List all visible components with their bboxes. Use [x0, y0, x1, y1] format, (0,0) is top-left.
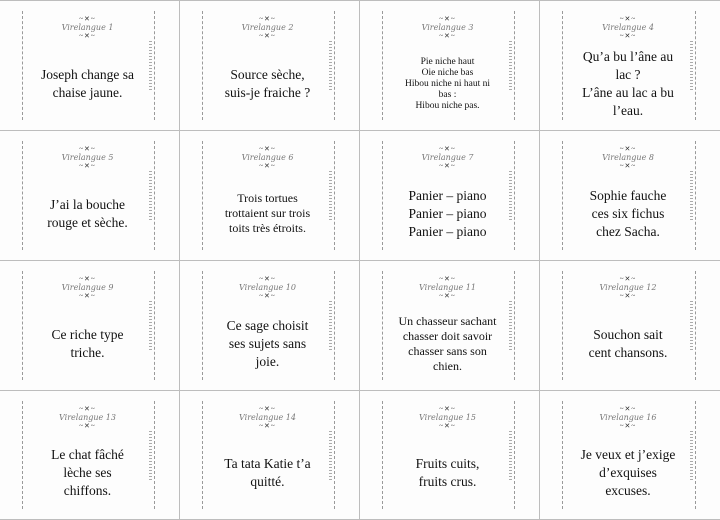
- card-title: Virelangue 15: [419, 413, 476, 422]
- tongue-twister-text: Qu’a bu l’âne au lac ? L’âne au lac a bu l’eau.: [582, 48, 674, 118]
- ornament-top: ~✕~: [439, 145, 456, 153]
- tongue-twister-card: [360, 261, 540, 391]
- tongue-twister-text: Sophie fauche ces six fichus chez Sacha.: [589, 187, 667, 239]
- tongue-twister-text: Un chasseur sachant chasser doit savoir chasser sans son chien.: [398, 313, 497, 373]
- tongue-twister-card: [0, 131, 180, 261]
- tongue-twister-text: Ce riche type triche.: [51, 326, 124, 360]
- margin-note-text: [329, 171, 332, 221]
- card-title: Virelangue 5: [61, 153, 114, 162]
- margin-note-text: [149, 431, 152, 481]
- dashed-cut-line: [382, 141, 383, 250]
- tongue-twister-card: [180, 1, 360, 131]
- tongue-twister-card: [540, 391, 720, 520]
- ornament-top: ~✕~: [439, 405, 456, 413]
- card-header: [206, 145, 329, 170]
- dashed-cut-line: [22, 401, 23, 509]
- card-title: Virelangue 3: [421, 23, 474, 32]
- card-header: [566, 145, 690, 170]
- tongue-twister-card: [540, 1, 720, 131]
- dashed-cut-line: [382, 401, 383, 509]
- dashed-fold-line: [514, 271, 515, 380]
- card-header: [206, 15, 329, 40]
- ornament-top: ~✕~: [259, 15, 276, 23]
- dashed-cut-line: [562, 271, 563, 380]
- dashed-cut-line: [562, 11, 563, 120]
- dashed-fold-line: [514, 141, 515, 250]
- ornament-top: ~✕~: [439, 275, 456, 283]
- ornament-bottom: ~✕~: [439, 422, 456, 430]
- margin-note-text: [149, 301, 152, 351]
- tongue-twister-text: Souchon sait cent chansons.: [588, 326, 668, 360]
- dashed-cut-line: [562, 401, 563, 509]
- dashed-cut-line: [202, 401, 203, 509]
- ornament-top: ~✕~: [619, 275, 637, 283]
- tongue-twister-text: Joseph change sa chaise jaune.: [41, 66, 134, 100]
- card-header: [26, 275, 149, 300]
- margin-note-text: [149, 171, 152, 221]
- dashed-cut-line: [202, 11, 203, 120]
- card-title: Virelangue 8: [602, 153, 654, 162]
- dashed-fold-line: [154, 271, 155, 380]
- tongue-twister-card: [180, 261, 360, 391]
- card-title: Virelangue 11: [419, 283, 476, 292]
- dashed-cut-line: [382, 11, 383, 120]
- card-title: Virelangue 4: [602, 23, 654, 32]
- margin-note-text: [509, 171, 512, 221]
- card-header: [26, 145, 149, 170]
- ornament-bottom: ~✕~: [259, 292, 276, 300]
- ornament-top: ~✕~: [439, 15, 456, 23]
- card-title: Virelangue 9: [61, 283, 114, 292]
- tongue-twister-text: Ce sage choisit ses sujets sans joie.: [226, 317, 309, 369]
- ornament-bottom: ~✕~: [259, 422, 276, 430]
- dashed-fold-line: [334, 401, 335, 509]
- dashed-fold-line: [154, 401, 155, 509]
- margin-note-text: [329, 301, 332, 351]
- card-header: [206, 275, 329, 300]
- tongue-twister-text: Je veux et j’exige d’exquises excuses.: [580, 447, 676, 498]
- ornament-bottom: ~✕~: [619, 162, 637, 170]
- card-header: [26, 15, 149, 40]
- ornament-bottom: ~✕~: [79, 292, 96, 300]
- margin-note-text: [509, 301, 512, 351]
- card-header: [386, 405, 509, 430]
- tongue-twister-card: [360, 131, 540, 261]
- ornament-bottom: ~✕~: [259, 162, 276, 170]
- ornament-bottom: ~✕~: [439, 162, 456, 170]
- dashed-fold-line: [695, 141, 696, 250]
- card-title: Virelangue 16: [599, 413, 657, 422]
- ornament-bottom: ~✕~: [619, 32, 637, 40]
- ornament-top: ~✕~: [79, 275, 96, 283]
- card-title: Virelangue 13: [59, 413, 116, 422]
- ornament-top: ~✕~: [619, 405, 637, 413]
- ornament-top: ~✕~: [79, 145, 96, 153]
- card-header: [386, 15, 509, 40]
- tongue-twister-text: Source sèche, suis-je fraiche ?: [224, 66, 311, 100]
- ornament-top: ~✕~: [619, 145, 637, 153]
- dashed-cut-line: [382, 271, 383, 380]
- tongue-twister-card: [360, 391, 540, 520]
- dashed-fold-line: [334, 271, 335, 380]
- ornament-bottom: ~✕~: [259, 32, 276, 40]
- card-header: [26, 405, 149, 430]
- tongue-twister-card: [0, 391, 180, 520]
- card-header: [386, 275, 509, 300]
- ornament-bottom: ~✕~: [619, 292, 637, 300]
- tongue-twister-card: [180, 131, 360, 261]
- ornament-bottom: ~✕~: [439, 292, 456, 300]
- tongue-twister-card: [540, 261, 720, 391]
- dashed-fold-line: [154, 141, 155, 250]
- dashed-fold-line: [695, 271, 696, 380]
- dashed-fold-line: [695, 11, 696, 120]
- dashed-fold-line: [334, 141, 335, 250]
- card-title: Virelangue 1: [61, 23, 114, 32]
- card-header: [566, 15, 690, 40]
- ornament-top: ~✕~: [259, 275, 276, 283]
- dashed-fold-line: [514, 11, 515, 120]
- dashed-fold-line: [695, 401, 696, 509]
- margin-note-text: [509, 431, 512, 481]
- tongue-twister-card: [540, 131, 720, 261]
- card-title: Virelangue 6: [241, 153, 294, 162]
- margin-note-text: [149, 41, 152, 91]
- margin-note-text: [690, 301, 693, 351]
- dashed-cut-line: [22, 141, 23, 250]
- card-title: Virelangue 10: [239, 283, 296, 292]
- margin-note-text: [690, 431, 693, 481]
- ornament-top: ~✕~: [79, 405, 96, 413]
- ornament-bottom: ~✕~: [619, 422, 637, 430]
- ornament-top: ~✕~: [619, 15, 637, 23]
- margin-note-text: [329, 41, 332, 91]
- card-title: Virelangue 14: [239, 413, 296, 422]
- dashed-cut-line: [562, 141, 563, 250]
- tongue-twister-card: [0, 1, 180, 131]
- ornament-top: ~✕~: [259, 145, 276, 153]
- margin-note-text: [690, 171, 693, 221]
- tongue-twister-text: Trois tortues trottaient sur trois toits très étroits.: [224, 191, 311, 235]
- dashed-cut-line: [202, 271, 203, 380]
- tongue-twister-text: Pie niche haut Oie niche bas Hibou niche ni haut ni bas : Hibou niche pas.: [405, 57, 490, 111]
- ornament-top: ~✕~: [79, 15, 96, 23]
- card-header: [566, 405, 690, 430]
- ornament-top: ~✕~: [259, 405, 276, 413]
- ornament-bottom: ~✕~: [79, 422, 96, 430]
- card-title: Virelangue 2: [241, 23, 294, 32]
- margin-note-text: [509, 41, 512, 91]
- card-header: [206, 405, 329, 430]
- ornament-bottom: ~✕~: [79, 32, 96, 40]
- tongue-twister-text: Panier – piano Panier – piano Panier – piano: [408, 187, 487, 239]
- tongue-twister-card: [180, 391, 360, 520]
- tongue-twister-text: Ta tata Katie t’a quitté.: [224, 456, 311, 489]
- tongue-twister-card: [360, 1, 540, 131]
- dashed-cut-line: [202, 141, 203, 250]
- card-header: [386, 145, 509, 170]
- card-title: Virelangue 12: [599, 283, 657, 292]
- ornament-bottom: ~✕~: [439, 32, 456, 40]
- card-header: [566, 275, 690, 300]
- dashed-fold-line: [154, 11, 155, 120]
- dashed-fold-line: [334, 11, 335, 120]
- card-title: Virelangue 7: [421, 153, 474, 162]
- tongue-twister-text: J’ai la bouche rouge et sèche.: [47, 196, 128, 230]
- dashed-cut-line: [22, 271, 23, 380]
- tongue-twister-card: [0, 261, 180, 391]
- margin-note-text: [690, 41, 693, 91]
- tongue-twister-text: Le chat fâché lèche ses chiffons.: [51, 447, 124, 498]
- ornament-bottom: ~✕~: [79, 162, 96, 170]
- tongue-twister-text: Fruits cuits, fruits crus.: [415, 456, 480, 489]
- dashed-cut-line: [22, 11, 23, 120]
- dashed-fold-line: [514, 401, 515, 509]
- margin-note-text: [329, 431, 332, 481]
